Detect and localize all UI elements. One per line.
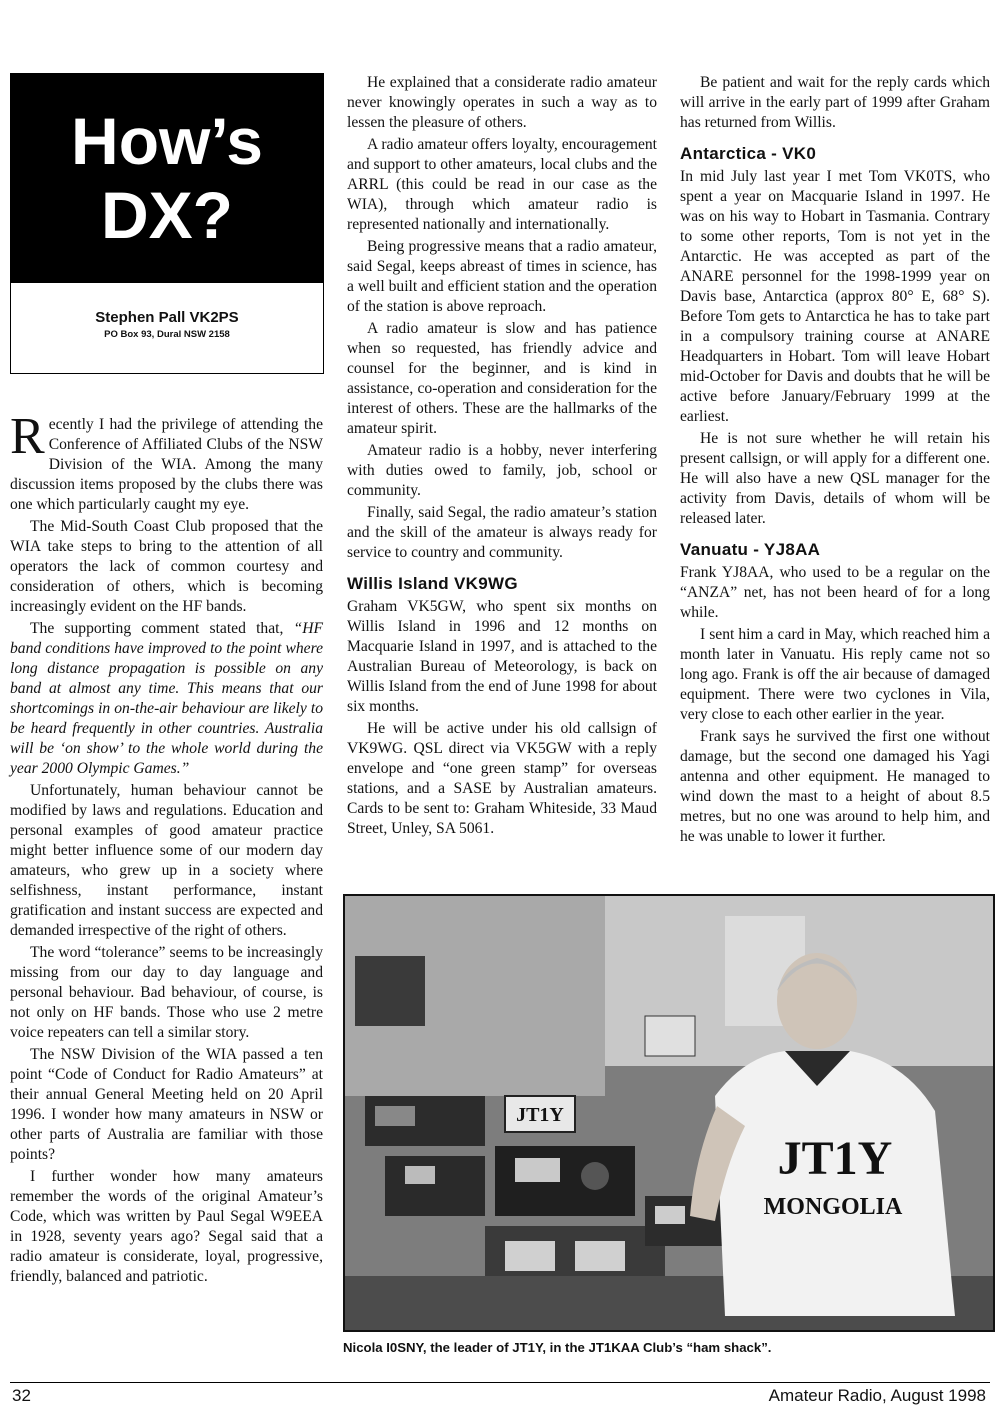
column-2 <box>347 73 657 839</box>
paragraph: Graham VK5GW, who spent six months on Willis Island in 1996 and 12 months on Macquarie Island in 1997, and is attached to the Australian Bureau of Meteorology, is back on Willis Island from the end of June 1998 for about six months. <box>347 598 657 715</box>
footer-rule <box>10 1382 990 1383</box>
page-title: How’s DX? <box>71 104 263 252</box>
publication-footer: Amateur Radio, August 1998 <box>768 1386 986 1405</box>
paragraph: In mid July last year I met Tom VK0TS, who spent a year on Macquarie Island in 1997. He was on his way to Hobart in Tasmania. Contrary to some other reports, Tom is not yet in the Antarctic. He was accepted as part of the ANARE personnel for the 1998-1999 year on Davis base, Antarctica (approx 80° E, 68° S). Before Tom gets to Antarctica he has to take part in a compulsory training course at ANARE Headquarters in Hobart. Tom will leave Hobart mid-October for Davis and doubts that he will be active before January/February 1999 at the earliest. <box>680 168 990 425</box>
paragraph: The NSW Division of the WIA passed a ten point “Code of Conduct for Radio Amateurs” at their annual General Meeting held on 20 April 1996. I wonder how many amateurs in NSW or other parts of Australia are familiar with those points? <box>10 1046 323 1163</box>
paragraph: I sent him a card in May, which reached him a month later in Vanuatu. His reply came not so long ago. Frank is off the air because of damaged equipment. There were two cyclones in Vila, very close to each other earlier in the year. <box>680 626 990 723</box>
paragraph-text: ecently I had the privilege of attending the Conference of Affiliated Clubs of the NSW Division of the WIA. Among the many discussion items proposed by the clubs there was one which particularly caught my eye. <box>10 416 323 513</box>
paragraph: Finally, said Segal, the radio amateur’s station and the skill of the amateur is always ready for service to country and community. <box>347 504 657 561</box>
column-3 <box>680 73 990 847</box>
author-name: Stephen Pall VK2PS <box>95 309 239 326</box>
quote-text: “HF band conditions have improved to the point where long distance propagation is possible on any band at almost any time. This means that our shortcomings in on-the-air behaviour are likely to be heard frequently in other countries. Australia will be ‘on show’ to the whole world during the year 2000 Olympic Games.” <box>10 620 323 777</box>
shack-photo <box>343 894 995 1332</box>
title-banner <box>10 73 324 283</box>
paragraph: He is not sure whether he will retain his present callsign, or will apply for a different one. He will also have a new QSL manager for the activity from Davis, details of whom will be released later. <box>680 430 990 527</box>
paragraph: Be patient and wait for the reply cards which will arrive in the early part of 1999 after Graham has returned from Willis. <box>680 74 990 131</box>
drop-cap: R <box>10 408 45 465</box>
section-heading-willis: Willis Island VK9WG <box>347 574 518 593</box>
paragraph: A radio amateur is slow and has patience when so requested, has friendly advice and counsel for the beginner, and is kind in assistance, co-operation and consideration for the interest of others. These are the hallmarks of the amateur spirit. <box>347 320 657 437</box>
paragraph <box>10 619 323 779</box>
paragraph: The word “tolerance” seems to be increasingly missing from our day to day language and personal behaviour. Bad behaviour, of course, is not only on HF bands. Those who use 2 metre voice repeaters can tell a similar story. <box>10 944 323 1041</box>
paragraph-text: The supporting comment stated that, <box>30 620 294 637</box>
column-1 <box>10 408 323 1287</box>
paragraph: A radio amateur offers loyalty, encouragement and support to other amateurs, local clubs and the ARRL (this could be read in our case as the WIA), through which amateur radio is represented nationally and internationally. <box>347 136 657 233</box>
paragraph: He explained that a considerate radio amateur never knowingly operates in such a way as to lessen the pleasure of others. <box>347 74 657 131</box>
photo-illustration <box>345 896 993 1330</box>
sign-text: JT1Y <box>516 1104 564 1126</box>
paragraph: The Mid-South Coast Club proposed that the WIA take steps to bring to the attention of all operators the lack of common courtesy and consideration of others, which is becoming increasingly evident on the HF bands. <box>10 518 323 615</box>
shirt-text-line2: MONGOLIA <box>763 1194 903 1220</box>
section-heading-antarctica: Antarctica - VK0 <box>680 144 817 163</box>
paragraph: Unfortunately, human behaviour cannot be modified by laws and regulations. Education and personal examples of good amateur practice might better influence some of our modern day amateurs, who grew up in a society where selfishness, instant performance, instant gratification and instant success are expected and demanded irrespective of the right of others. <box>10 782 323 939</box>
paragraph: Amateur radio is a hobby, never interfering with duties owed to family, job, school or community. <box>347 442 657 499</box>
paragraph: Frank says he survived the first one without damage, but the second one damaged his Yagi antenna and other equipment. He managed to wind down the mast to a height of about 8.5 metres, but no one was around to help him, and he was unable to lower it further. <box>680 728 990 845</box>
paragraph: I further wonder how many amateurs remember the words of the original Amateur’s Code, which was written by Paul Segal W9EEA in 1928, seventy years ago? Segal said that a radio amateur is considerate, loyal, progressive, friendly, balanced and patriotic. <box>10 1168 323 1285</box>
shirt-text-line1: JT1Y <box>777 1132 893 1185</box>
paragraph <box>10 408 323 515</box>
section-heading-vanuatu: Vanuatu - YJ8AA <box>680 540 821 559</box>
paragraph: Being progressive means that a radio amateur, said Segal, keeps abreast of times in science, has a well built and efficient station and the operation of the station is above reproach. <box>347 238 657 315</box>
author-box <box>10 283 324 374</box>
page-number: 32 <box>12 1386 31 1405</box>
paragraph: Frank YJ8AA, who used to be a regular on the “ANZA” net, has not been heard of for a long while. <box>680 564 990 621</box>
paragraph: He will be active under his old callsign of VK9WG. QSL direct via VK5GW with a reply envelope and “one green stamp” for overseas stations, and a SASE by Australian amateurs. Cards to be sent to: Graham Whiteside, 33 Maud Street, Unley, SA 5061. <box>347 720 657 837</box>
author-address: PO Box 93, Dural NSW 2158 <box>104 329 230 340</box>
photo-caption: Nicola I0SNY, the leader of JT1Y, in the JT1KAA Club’s “ham shack”. <box>343 1340 772 1355</box>
